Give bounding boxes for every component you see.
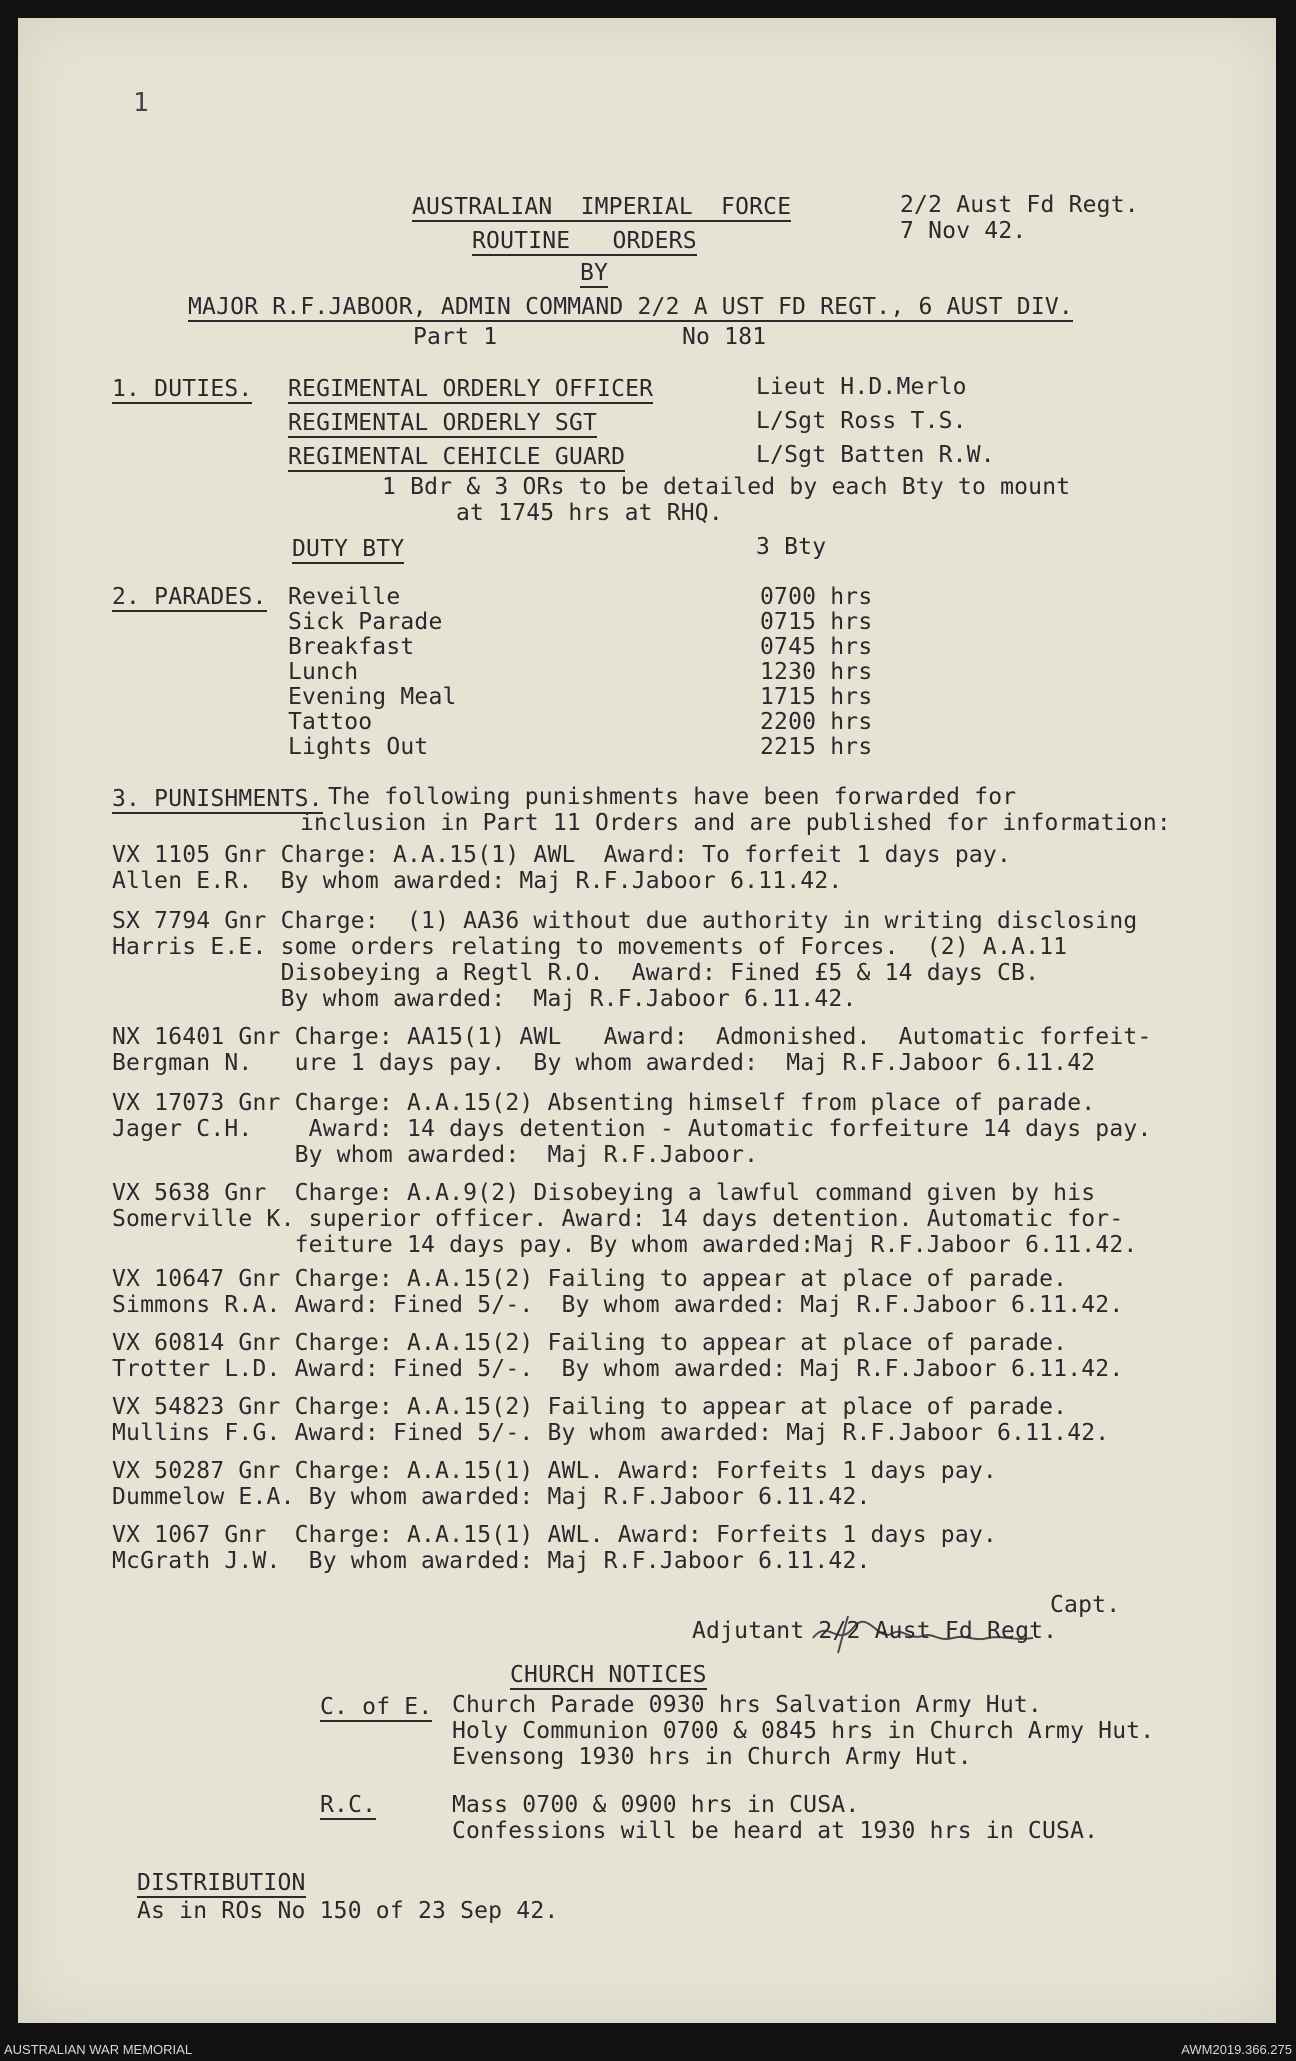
signature-title: Adjutant 2/2 Aust Fd Regt.	[692, 1618, 1058, 1644]
punishment-line: VX 1105 Gnr Charge: A.A.15(1) AWL Award: To forfeit 1 days pay.	[112, 842, 1012, 868]
parade-item: Lights Out	[288, 734, 429, 760]
punishment-line: VX 5638 Gnr Charge: A.A.9(2) Disobeying a lawful command given by his	[112, 1180, 1096, 1206]
church-ce-line: Holy Communion 0700 & 0845 hrs in Church Army Hut.	[452, 1718, 1155, 1744]
parade-time: 2200 hrs	[760, 709, 873, 735]
punishment-line: VX 54823 Gnr Charge: A.A.15(2) Failing to appear at place of parade.	[112, 1394, 1068, 1420]
punishment-line: Dummelow E.A. By whom awarded: Maj R.F.Jaboor 6.11.42.	[112, 1484, 871, 1510]
header-title-line3: BY	[580, 260, 609, 286]
document-page	[18, 18, 1276, 2023]
header-part: Part 1	[413, 324, 498, 350]
header-command: MAJOR R.F.JABOOR, ADMIN COMMAND 2/2 A UST FD REGT., 6 AUST DIV.	[188, 294, 1073, 320]
punishment-line: By whom awarded: Maj R.F.Jaboor.	[112, 1142, 759, 1168]
distribution-text: As in ROs No 150 of 23 Sep 42.	[137, 1898, 559, 1924]
footer-archive-id: AWM2019.366.275	[1181, 2042, 1292, 2057]
parades-heading: 2. PARADES.	[112, 584, 267, 610]
parade-item: Breakfast	[288, 634, 415, 660]
church-ce-line: Church Parade 0930 hrs Salvation Army Hut.	[452, 1692, 1042, 1718]
punishment-line: Allen E.R. By whom awarded: Maj R.F.Jaboor 6.11.42.	[112, 868, 843, 894]
header-date: 7 Nov 42.	[900, 218, 1027, 244]
punishment-line: NX 16401 Gnr Charge: AA15(1) AWL Award: Admonished. Automatic forfeit-	[112, 1024, 1152, 1050]
punishments-heading: 3. PUNISHMENTS.	[112, 786, 323, 812]
header-title-line2: ROUTINE ORDERS	[472, 228, 697, 254]
duty-bty-label: DUTY BTY	[292, 536, 405, 562]
punishment-line: feiture 14 days pay. By whom awarded:Maj R.F.Jaboor 6.11.42.	[112, 1232, 1138, 1258]
punishment-line: McGrath J.W. By whom awarded: Maj R.F.Jaboor 6.11.42.	[112, 1548, 871, 1574]
parade-item: Evening Meal	[288, 684, 457, 710]
parade-item: Lunch	[288, 659, 359, 685]
duty-role-2: REGIMENTAL ORDERLY SGT	[288, 410, 598, 436]
page-number-mark: 1	[133, 88, 149, 118]
duty-name-1: Lieut H.D.Merlo	[756, 374, 967, 400]
duty-role-1: REGIMENTAL ORDERLY OFFICER	[288, 376, 654, 402]
church-ce-line: Evensong 1930 hrs in Church Army Hut.	[452, 1744, 972, 1770]
punishment-line: VX 1067 Gnr Charge: A.A.15(1) AWL. Award: Forfeits 1 days pay.	[112, 1522, 997, 1548]
punishment-line: VX 60814 Gnr Charge: A.A.15(2) Failing to appear at place of parade.	[112, 1330, 1068, 1356]
header-number: No 181	[682, 324, 767, 350]
punishment-line: Harris E.E. some orders relating to movements of Forces. (2) A.A.11	[112, 934, 1068, 960]
parade-item: Sick Parade	[288, 609, 443, 635]
duty-role-3: REGIMENTAL CEHICLE GUARD	[288, 444, 626, 470]
duty-name-2: L/Sgt Ross T.S.	[756, 408, 967, 434]
punishment-line: Disobeying a Regtl R.O. Award: Fined £5 & 14 days CB.	[112, 960, 1040, 986]
footer-archive-name: AUSTRALIAN WAR MEMORIAL	[4, 2042, 193, 2057]
church-ce-label: C. of E.	[320, 1694, 433, 1720]
header-title-line1: AUSTRALIAN IMPERIAL FORCE	[412, 194, 792, 220]
punishments-intro-line1: The following punishments have been forwarded for	[314, 784, 1017, 810]
punishments-intro-line2: inclusion in Part 11 Orders and are published for information:	[300, 810, 1171, 836]
punishment-line: VX 10647 Gnr Charge: A.A.15(2) Failing to appear at place of parade.	[112, 1266, 1068, 1292]
church-rc-label: R.C.	[320, 1792, 377, 1818]
punishment-line: VX 50287 Gnr Charge: A.A.15(1) AWL. Award: Forfeits 1 days pay.	[112, 1458, 997, 1484]
duties-note-line1: 1 Bdr & 3 ORs to be detailed by each Bty to mount	[382, 474, 1071, 500]
church-rc-line: Mass 0700 & 0900 hrs in CUSA.	[452, 1792, 860, 1818]
church-rc-line: Confessions will be heard at 1930 hrs in CUSA.	[452, 1818, 1099, 1844]
parade-time: 1715 hrs	[760, 684, 873, 710]
punishment-line: Bergman N. ure 1 days pay. By whom awarded: Maj R.F.Jaboor 6.11.42	[112, 1050, 1096, 1076]
parade-item: Reveille	[288, 584, 401, 610]
church-heading: CHURCH NOTICES	[510, 1662, 707, 1688]
punishment-line: Mullins F.G. Award: Fined 5/-. By whom awarded: Maj R.F.Jaboor 6.11.42.	[112, 1420, 1110, 1446]
parade-time: 0715 hrs	[760, 609, 873, 635]
punishment-line: Trotter L.D. Award: Fined 5/-. By whom awarded: Maj R.F.Jaboor 6.11.42.	[112, 1356, 1124, 1382]
punishment-line: SX 7794 Gnr Charge: (1) AA36 without due authority in writing disclosing	[112, 908, 1138, 934]
parade-time: 1230 hrs	[760, 659, 873, 685]
parade-item: Tattoo	[288, 709, 373, 735]
duties-note-line2: at 1745 hrs at RHQ.	[456, 500, 723, 526]
duty-bty-value: 3 Bty	[756, 534, 827, 560]
signature-rank: Capt.	[1050, 1592, 1121, 1618]
parade-time: 0745 hrs	[760, 634, 873, 660]
parade-time: 2215 hrs	[760, 734, 873, 760]
header-unit: 2/2 Aust Fd Regt.	[900, 192, 1139, 218]
punishment-line: Simmons R.A. Award: Fined 5/-. By whom awarded: Maj R.F.Jaboor 6.11.42.	[112, 1292, 1124, 1318]
punishment-line: Somerville K. superior officer. Award: 14 days detention. Automatic for-	[112, 1206, 1124, 1232]
duty-name-3: L/Sgt Batten R.W.	[756, 442, 995, 468]
punishment-line: By whom awarded: Maj R.F.Jaboor 6.11.42.	[112, 986, 857, 1012]
punishment-line: VX 17073 Gnr Charge: A.A.15(2) Absenting himself from place of parade.	[112, 1090, 1096, 1116]
duties-heading: 1. DUTIES.	[112, 376, 253, 402]
punishment-line: Jager C.H. Award: 14 days detention - Automatic forfeiture 14 days pay.	[112, 1116, 1152, 1142]
parade-time: 0700 hrs	[760, 584, 873, 610]
distribution-heading: DISTRIBUTION	[137, 1870, 306, 1896]
